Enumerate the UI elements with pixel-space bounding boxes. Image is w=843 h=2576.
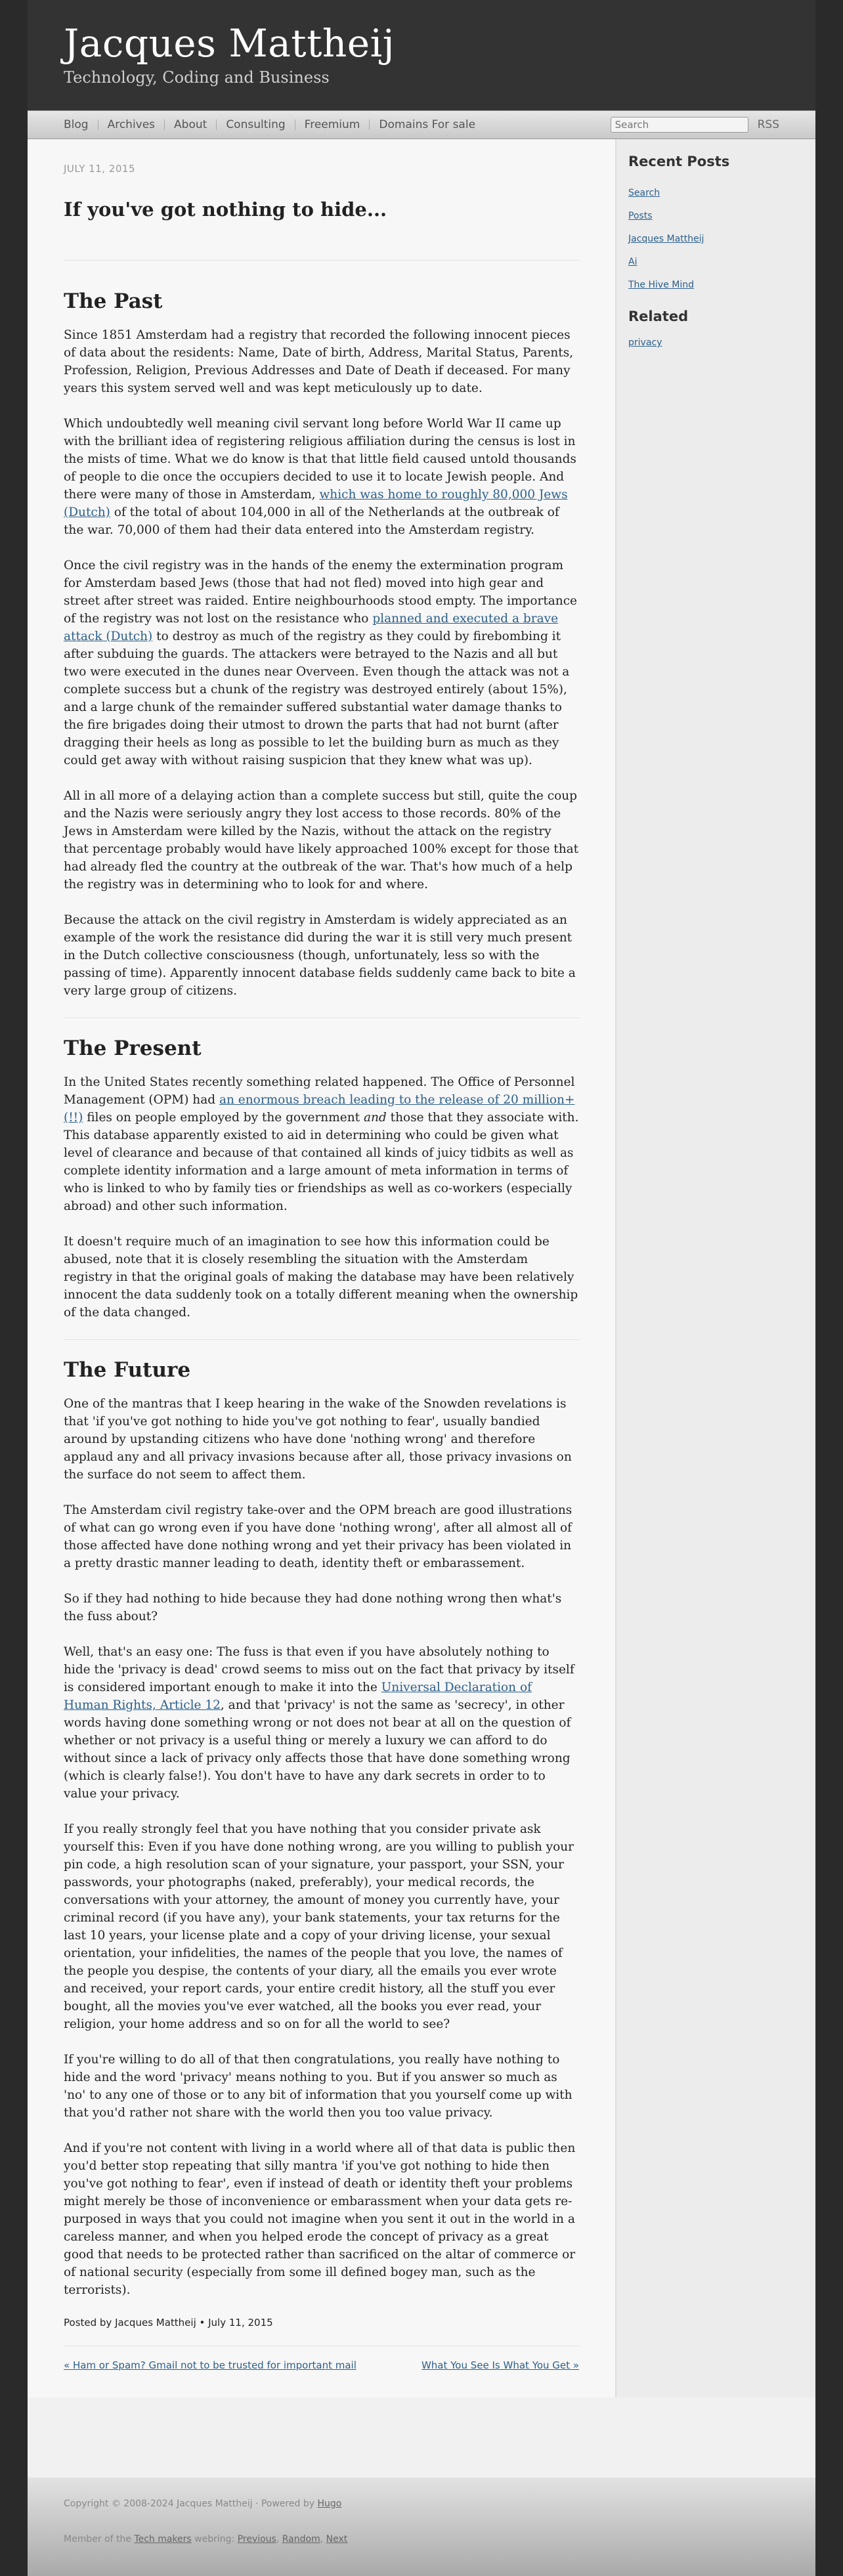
paragraph: The Amsterdam civil registry take-over and the OPM breach are good illustrations of what can go wrong even if you have done 'nothing wrong', after all almost all of those affected have done nothing wrong and yet their privacy has been violated in a pretty drastic manner leading to death, identity theft or embarassement. xyxy=(64,1503,573,1570)
emphasis-text: and xyxy=(363,1111,387,1125)
site-footer xyxy=(28,2478,815,2576)
paragraph-text: to destroy as much of the registry as they could by firebombing it after subduing the guards. The attackers were betrayed to the Nazis and all but two were executed in the dunes near Overveen. Even though the attack was not a complete success but a chunk of the registry was destroyed entirely (about 15%), and a large chunk of the remainder suffered substantial water damage thanks to the fire brigades doing their utmost to drown the parts that had not burnt (after dragging their heels as long as possible to let the building burn as much as they could get away with without raising suspicion that they knew what was up). xyxy=(64,630,570,767)
paragraph: It doesn't require much of an imagination to see how this information could be abused, note that it is closely resembling the situation with the Amsterdam registry in that the original goals of making the database may have been relatively innocent the data suddenly took on a totally different meaning when the ownership of the data changed. xyxy=(64,1235,578,1320)
main-layout xyxy=(28,139,815,2397)
attack-link[interactable]: planned and executed a brave attack (Dutch) xyxy=(64,612,559,643)
divider xyxy=(64,1339,579,1340)
recent-post-link[interactable]: Search xyxy=(628,188,660,198)
paragraph: So if they had nothing to hide because they had done nothing wrong then what's the fuss about? xyxy=(64,1592,562,1623)
recent-post-link[interactable]: The Hive Mind xyxy=(628,280,694,290)
copyright-line xyxy=(64,2499,779,2509)
nav-item-archives[interactable]: Archives xyxy=(98,119,165,130)
paragraph xyxy=(64,1643,579,1803)
list-item xyxy=(628,280,802,290)
hugo-link[interactable]: Hugo xyxy=(317,2499,342,2509)
list-item xyxy=(628,211,802,221)
recent-posts-list xyxy=(628,188,802,290)
next-post-link[interactable]: What You See Is What You Get » xyxy=(421,2359,579,2371)
list-item xyxy=(628,337,802,348)
list-item xyxy=(628,188,802,198)
divider xyxy=(64,260,579,261)
related-heading: Related xyxy=(628,309,689,324)
recent-posts-heading: Recent Posts xyxy=(628,154,730,169)
opm-breach-link[interactable]: an enormous breach leading to the release of 20 million+ (!!) xyxy=(64,1093,575,1125)
webring-previous-link[interactable]: Previous xyxy=(237,2534,276,2544)
list-item xyxy=(628,257,802,267)
main-nav xyxy=(28,110,815,139)
webring-line: Member of the Tech makers webring: Previous, Random, Next xyxy=(64,2534,348,2544)
recent-post-link[interactable]: Jacques Mattheij xyxy=(628,234,704,244)
webring-text: Member of the xyxy=(64,2534,135,2544)
copyright-text: Copyright © 2008-2024 Jacques Mattheij · Powered by xyxy=(64,2499,318,2509)
search-input[interactable] xyxy=(611,117,748,133)
udhr-link[interactable]: Universal Declaration of Human Rights, Article 12 xyxy=(64,1681,532,1712)
paragraph-text: Once the civil registry was in the hands of the enemy the extermination program for Amsterdam based Jews (those that had not fled) moved into high gear and street after street was raided. Entire neighbourhoods stood empty. The importance of the registry was not lost on the resistance who xyxy=(64,559,578,626)
webring-text: webring: xyxy=(191,2534,238,2544)
recent-post-link[interactable]: Ai xyxy=(628,257,638,267)
section-heading-past: The Past xyxy=(64,290,163,313)
nav-item-domains-for-sale[interactable]: Domains For sale xyxy=(379,118,476,131)
post-title: If you've got nothing to hide... xyxy=(64,198,387,221)
rss-link[interactable]: RSS xyxy=(757,118,779,131)
related-list xyxy=(628,337,802,348)
paragraph-text: Which undoubtedly well meaning civil servant long before World War II came up with the brilliant idea of registering religious affiliation during the census is lost in the mists of time. What we do know is that that little field caused untold thousands of people to die once the occupiers decided to use it to locate Jewish people. And there were many of those in Amsterdam, xyxy=(64,417,576,502)
paragraph-text: In the United States recently something related happened. The Office of Personnel Management (OPM) had xyxy=(64,1075,575,1107)
site-title[interactable]: Jacques Mattheij xyxy=(64,21,395,66)
nav-right xyxy=(611,117,779,133)
nav-item-about[interactable]: About xyxy=(165,119,217,130)
paragraph-text: of the total of about 104,000 in all of the Netherlands at the outbreak of the war. 70,000 of them had their data entered into the Amsterdam registry. xyxy=(64,505,559,537)
section-heading-future: The Future xyxy=(64,1358,191,1382)
site-header xyxy=(28,0,815,110)
paragraph: All in all more of a delaying action than a complete success but still, quite the coup and the Nazis were seriously angry they lost access to those records. 80% of the Jews in Amsterdam were killed by the Nazis, without the attack on the registry that percentage probably would have likely approached 100% except for those that had already fled the country at the outbreak of the war. That's how much of a help the registry was in determining who to look for and where. xyxy=(64,789,579,891)
sidebar xyxy=(616,139,815,2397)
site-tagline: Technology, Coding and Business xyxy=(64,68,330,87)
post-byline: Posted by Jacques Mattheij • July 11, 2015 xyxy=(64,2317,273,2329)
paragraph: Since 1851 Amsterdam had a registry that recorded the following innocent pieces of data about the residents: Name, Date of birth, Address, Marital Status, Parents, Profession, Religion, Previous Addresses and Date of Death if deceased. For many years this system served well and was kept meticulously up to date. xyxy=(64,328,574,395)
post-date: JULY 11, 2015 xyxy=(64,163,135,175)
nav-items xyxy=(64,119,485,130)
paragraph xyxy=(64,557,579,769)
techmakers-link[interactable]: Tech makers xyxy=(134,2534,192,2544)
paragraph: And if you're not content with living in a world where all of that data is public then you'd better stop repeating that silly mantra 'if you've got nothing to hide then you've got nothing to fear', even if instead of death or identity theft your problems might merely be those of inconvenience or embarassment when your data gets re-purposed in ways that you could not imagine when you sent it out in the world in a careless manner, and when you helped erode the concept of privacy as a great good that needs to be protected rather than sacrificed on the altar of commerce or of national security (especially from some ill defined bogey man, such as the terrorists). xyxy=(64,2141,576,2297)
paragraph-text: Well, that's an easy one: The fuss is that even if you have absolutely nothing to hide the 'privacy is dead' crowd seems to miss out on the fact that privacy by itself is considered important enough to make it into the xyxy=(64,1645,574,1694)
nav-item-consulting[interactable]: Consulting xyxy=(217,119,295,130)
paragraph xyxy=(64,415,579,539)
webring-random-link[interactable]: Random xyxy=(282,2534,320,2544)
paragraph: Because the attack on the civil registry in Amsterdam is widely appreciated as an example of the work the resistance did during the war it is still very much present in the Dutch collective consciousness (though, unfortunately, less so with the passing of time). Apparently innocent database fields suddenly came back to bite a very large group of citizens. xyxy=(64,913,576,998)
nav-item-blog[interactable]: Blog xyxy=(64,119,98,130)
previous-post-link[interactable]: « Ham or Spam? Gmail not to be trusted for important mail xyxy=(64,2359,357,2371)
paragraph: If you really strongly feel that you have nothing that you consider private ask yourself this: Even if you have done nothing wrong, are you willing to publish your pin code, a high resolution scan of your signature, your passport, your SSN, your passwords, your photographs (naked, preferably), your medical records, the conversations with your attorney, the amount of money you currently have, your criminal record (if you have any), your bank statements, your tax returns for the last 10 years, your license plate and a copy of your driving license, your sexual orientation, your infidelities, the names of the people that you love, the names of the people you despise, the contents of your diary, all the emails you ever wrote and received, your report cards, your entire credit history, all the stuff you ever bought, all the movies you've ever watched, all the books you ever read, your religion, your home address and so on for all the world to see? xyxy=(64,1822,574,2031)
nav-item-freemium[interactable]: Freemium xyxy=(295,119,370,130)
post-navigation xyxy=(64,2346,579,2371)
paragraph: One of the mantras that I keep hearing in the wake of the Snowden revelations is that 'if you've got nothing to hide you've got nothing to fear', usually bandied around by upstanding citizens who have done 'nothing wrong' and therefore applaud any and all privacy invasions because after all, those privacy invasions on the surface do not seem to affect them. xyxy=(64,1397,572,1482)
recent-post-link[interactable]: Posts xyxy=(628,211,653,221)
paragraph: If you're willing to do all of that then congratulations, you really have nothing to hide and the word 'privacy' means nothing to you. But if you answer so much as 'no' to any one of those or to any bit of information that you yourself come up with that you'd rather not share with the world then you too value privacy. xyxy=(64,2053,573,2120)
section-heading-present: The Present xyxy=(64,1037,202,1060)
jews-amsterdam-link[interactable]: which was home to roughly 80,000 Jews (Dutch) xyxy=(64,488,568,519)
post-content xyxy=(28,139,616,2397)
list-item xyxy=(628,234,802,244)
paragraph-text: , and that 'privacy' is not the same as 'secrecy', in other words having done something wrong or not does not bear at all on the question of whether or not privacy is a useful thing or merely a luxury we can afford to do without since a lack of privacy only affects those that have done something wrong (which is clearly false!). You don't have to have any dark secrets in order to to value your privacy. xyxy=(64,1698,571,1801)
webring-next-link[interactable]: Next xyxy=(326,2534,348,2544)
page-wrapper xyxy=(28,0,815,2576)
paragraph xyxy=(64,1073,579,1215)
paragraph-text: files on people employed by the government xyxy=(83,1111,364,1125)
paragraph-text: those that they associate with. This database apparently existed to aid in determining who could be given what level of clearance and because of that contained all kinds of juicy tidbits as well as complete identity information and a large amount of meta information in terms of who is linked to who by family ties or friendships as well as co-workers (especially abroad) and other such information. xyxy=(64,1111,579,1213)
related-tag-link[interactable]: privacy xyxy=(628,337,662,348)
